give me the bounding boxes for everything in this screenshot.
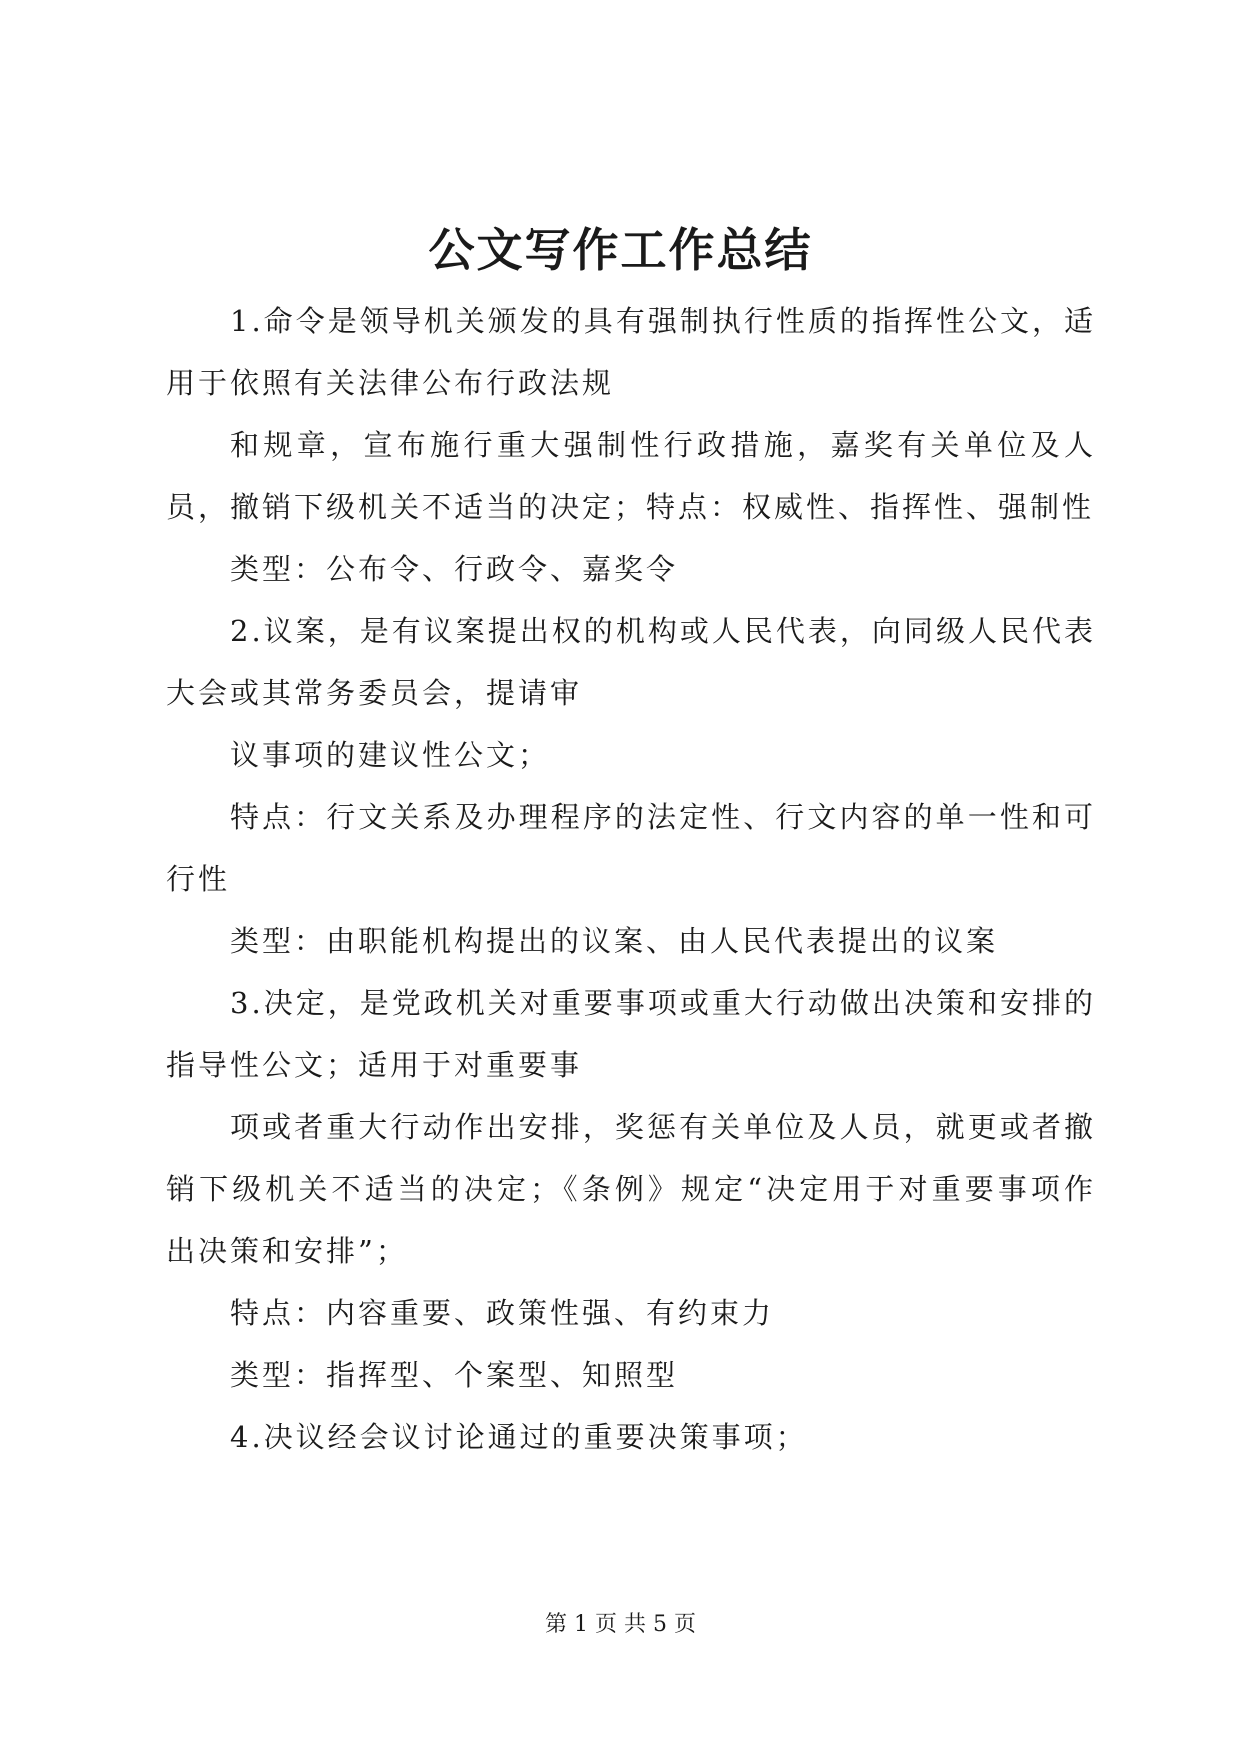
paragraph-5: 议事项的建议性公文；	[230, 738, 551, 772]
paragraph-11: 类型：指挥型、个案型、知照型	[230, 1358, 679, 1392]
paragraph-9: 项或者重大行动作出安排，奖惩有关单位及人员，就更或者撤销下级机关不适当的决定；《条例》规定“决定用于对重要事项作出决策和安排”；	[166, 1110, 1096, 1268]
paragraph-12: 4.决议经会议讨论通过的重要决策事项；	[230, 1420, 808, 1454]
document-body	[166, 290, 1096, 1468]
paragraph-8: 3.决定，是党政机关对重要事项或重大行动做出决策和安排的指导性公文；适用于对重要事	[166, 986, 1096, 1082]
document-title: 公文写作工作总结	[428, 223, 813, 277]
paragraph-1: 1.命令是领导机关颁发的具有强制执行性质的指挥性公文，适用于依照有关法律公布行政法规	[166, 304, 1096, 400]
paragraph-2: 和规章，宣布施行重大强制性行政措施，嘉奖有关单位及人员，撤销下级机关不适当的决定；特点：权威性、指挥性、强制性	[166, 428, 1096, 524]
page-number-label: 第 1 页 共 5 页	[545, 1612, 696, 1637]
page-footer	[0, 1610, 1241, 1640]
paragraph-3: 类型：公布令、行政令、嘉奖令	[230, 552, 679, 586]
paragraph-10: 特点：内容重要、政策性强、有约束力	[230, 1296, 775, 1330]
paragraph-4: 2.议案，是有议案提出权的机构或人民代表，向同级人民代表大会或其常务委员会，提请审	[166, 614, 1096, 710]
paragraph-7: 类型：由职能机构提出的议案、由人民代表提出的议案	[230, 924, 999, 958]
paragraph-6: 特点：行文关系及办理程序的法定性、行文内容的单一性和可行性	[166, 800, 1096, 896]
